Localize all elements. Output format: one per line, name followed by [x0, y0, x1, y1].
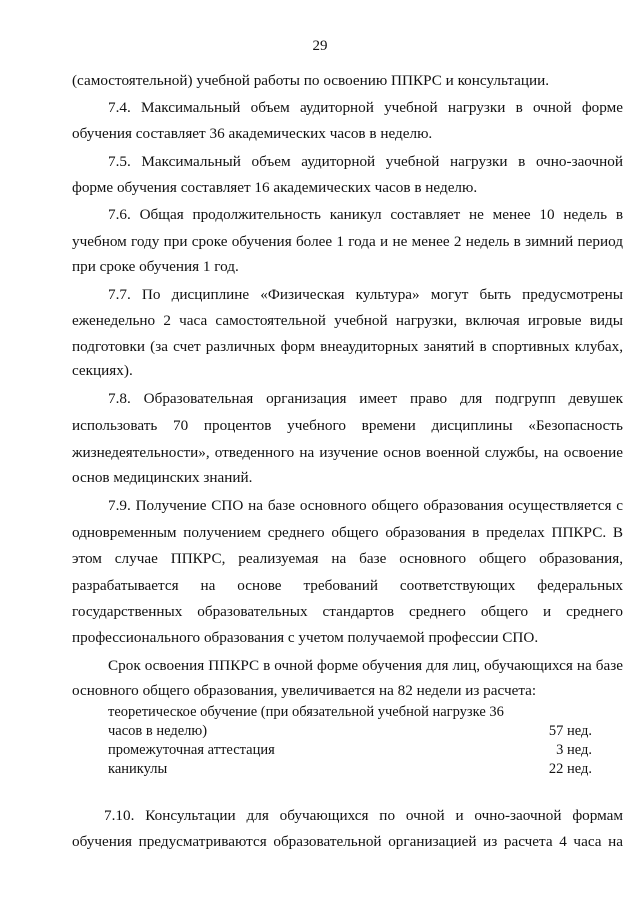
paragraph-line: одновременным получением среднего общего образования в пределах ППКРС. В — [72, 524, 623, 541]
list-item-amount: 57 нед. — [548, 723, 592, 739]
paragraph-line: учебном году при сроке обучения более 1 года и не менее 2 недель в зимний период — [72, 233, 623, 250]
list-item-label: теоретическое обучение (при обязательной учебной нагрузке 36 — [108, 704, 504, 720]
list-item — [108, 761, 592, 778]
paragraph-line: профессионального образования с учетом получаемой профессии СПО. — [72, 629, 539, 646]
list-item — [108, 704, 592, 721]
paragraph-line: 7.6. Общая продолжительность каникул составляет не менее 10 недель в — [108, 206, 623, 223]
paragraph-line: использовать 70 процентов учебного времени дисциплины «Безопасность — [72, 417, 623, 434]
paragraph-line: разрабатывается на основе требований соответствующих федеральных — [72, 577, 623, 594]
paragraph-line: (самостоятельной) учебной работы по освоению ППКРС и консультации. — [72, 72, 550, 89]
paragraph-line: основ медицинских знаний. — [72, 469, 253, 486]
paragraph-line: секциях). — [72, 362, 133, 379]
list-item-amount: 22 нед. — [548, 761, 592, 777]
list-item-label: каникулы — [108, 761, 168, 777]
paragraph-line: основного общего образования, увеличивается на 82 недели из расчета: — [72, 682, 537, 699]
paragraph-line: государственных образовательных стандартов среднего общего и среднего — [72, 603, 623, 620]
paragraph-line: форме обучения составляет 16 академических часов в неделю. — [72, 179, 478, 196]
list-item-label: часов в неделю) — [108, 723, 208, 739]
list-item — [108, 742, 592, 759]
paragraph-line: 7.8. Образовательная организация имеет право для подгрупп девушек — [108, 390, 623, 407]
paragraph-line: этом случае ППКРС, реализуемая на базе основного общего образования, — [72, 550, 623, 567]
paragraph-line: 7.4. Максимальный объем аудиторной учебной нагрузки в очной форме — [108, 99, 623, 116]
paragraph-line: еженедельно 2 часа самостоятельной учебной нагрузки, включая игровые виды — [72, 312, 623, 329]
list-item — [108, 723, 592, 740]
list-item-label: промежуточная аттестация — [108, 742, 275, 758]
paragraph-line: 7.9. Получение СПО на базе основного общего образования осуществляется с — [108, 497, 623, 514]
paragraph-line: при сроке обучения 1 год. — [72, 258, 239, 275]
page-number: 29 — [312, 38, 328, 54]
list-item-amount: 3 нед. — [556, 742, 592, 758]
duration-list — [108, 704, 592, 784]
paragraph-line: обучения составляет 36 академических часов в неделю. — [72, 125, 433, 142]
paragraph-line: жизнедеятельности», отведенного на изучение основ военной службы, на освоение — [72, 444, 623, 461]
paragraph-line: 7.7. По дисциплине «Физическая культура» могут быть предусмотрены — [108, 286, 623, 303]
paragraph-line: обучения предусматриваются образовательной организацией из расчета 4 часа на — [72, 833, 623, 850]
paragraph-line: 7.5. Максимальный объем аудиторной учебной нагрузки в очно-заочной — [108, 153, 623, 170]
paragraph-line: подготовки (за счет различных форм внеаудиторных занятий в спортивных клубах, — [72, 338, 623, 355]
paragraph-line: Срок освоения ППКРС в очной форме обучения для лиц, обучающихся на базе — [108, 657, 623, 674]
paragraph-line: 7.10. Консультации для обучающихся по очной и очно-заочной формам — [104, 807, 623, 824]
